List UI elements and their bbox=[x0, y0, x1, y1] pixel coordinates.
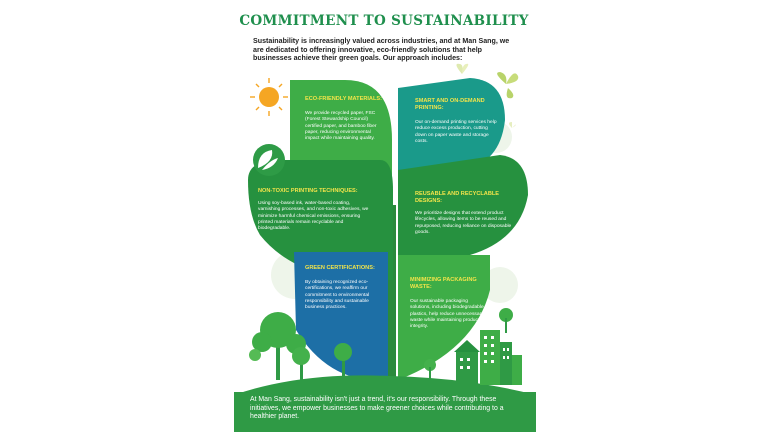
page-title: COMMITMENT TO SUSTAINABILITY bbox=[239, 13, 529, 29]
sun-icon bbox=[250, 78, 288, 116]
section-heading: NON-TOXIC PRINTING TECHNIQUES: bbox=[258, 188, 358, 194]
section-body: Using soy-based ink, water-based coating, varnishing processes, and non-toxic adhesives, we minimize harmful chemical emissions, ensuring printed materials remain recyclable and biodegradable. bbox=[258, 201, 369, 232]
section-heading: ECO-FRIENDLY MATERIALS: bbox=[305, 96, 382, 102]
footer-statement: At Man Sang, sustainability isn't just a trend, it's our responsibility. Through these initiatives, we empower businesses to make greener choices while contributing to a healthier planet. bbox=[250, 396, 504, 421]
leaf-badge-icon bbox=[253, 144, 285, 176]
section-body: Our sustainable packaging solutions, including biodegradable plastics, help reduce unnecessary waste while maintaining product integrity. bbox=[410, 299, 484, 330]
section-eco-friendly-materials bbox=[305, 96, 383, 142]
section-body: Our on-demand printing services help reduce excess production, cutting down on paper waste and storage costs. bbox=[415, 120, 497, 144]
section-heading: REUSABLE AND RECYCLABLE DESIGNS: bbox=[415, 191, 500, 204]
section-smart-printing bbox=[415, 98, 497, 145]
section-heading: MINIMIZING PACKAGING WASTE: bbox=[410, 277, 477, 290]
section-body: We provide recycled paper, FSC (Forest Stewardship Council) certified paper, and bamboo fiber paper, reducing environmental impact while maintaining quality. bbox=[305, 111, 377, 142]
section-non-toxic-printing bbox=[258, 188, 370, 232]
section-body: By obtaining recognized eco-certifications, we reaffirm our commitment to environmental responsibility and sustainable business practices. bbox=[305, 280, 370, 311]
section-body: We prioritize designs that extend product lifecycles, allowing items to be reused and repurposed, reducing reliance on disposable goods. bbox=[415, 211, 512, 235]
section-reusable-designs bbox=[415, 191, 523, 236]
section-heading: GREEN CERTIFICATIONS: bbox=[305, 265, 375, 271]
section-heading: SMART AND ON-DEMAND PRINTING: bbox=[415, 98, 485, 111]
intro-paragraph: Sustainability is increasingly valued across industries, and at Man Sang, we are dedicated to offering innovative, eco-friendly solutions that help businesses achieve their green goals. Our approach includes: bbox=[253, 37, 510, 63]
section-green-certifications bbox=[305, 265, 383, 311]
section-minimizing-packaging bbox=[410, 277, 488, 330]
